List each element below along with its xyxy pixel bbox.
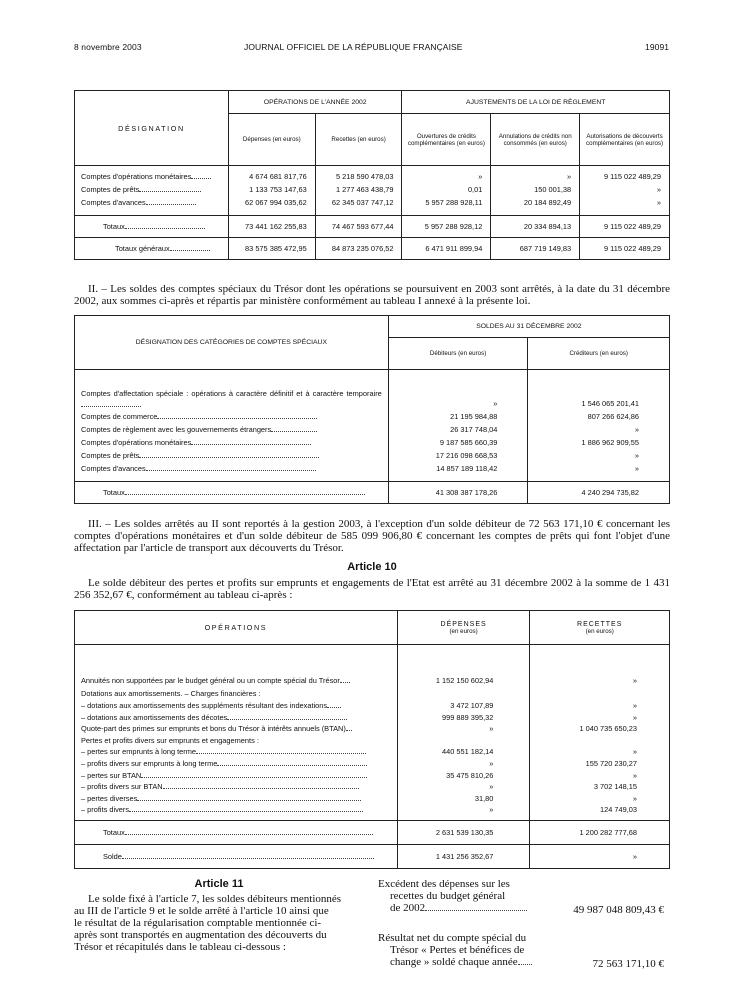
row-label: – profits divers sur emprunts à long terme	[81, 759, 218, 769]
row-label: Pertes et profits divers sur emprunts et engagements :	[81, 735, 259, 745]
table-row	[75, 370, 670, 482]
cell: 84 873 235 076,52	[315, 238, 402, 260]
cell: 1 546 065 201,41	[581, 399, 639, 408]
header-date: 8 novembre 2003	[74, 42, 142, 52]
cell: 0,01	[467, 185, 483, 194]
cell: 155 720 230,27	[585, 759, 637, 769]
col-annulations: Annulations de crédits non consommés (en euros)	[491, 114, 580, 166]
cell: »	[632, 793, 637, 803]
cell: 1 431 256 352,67	[397, 845, 530, 869]
group-operations-annee: OPÉRATIONS DE L'ANNÉE 2002	[228, 91, 402, 114]
cell: 1 152 150 602,94	[435, 675, 494, 685]
table-row-totaux	[75, 821, 670, 845]
cell: 5 957 288 928,11	[425, 198, 483, 207]
cell: 1 040 735 650,23	[579, 724, 637, 734]
row-label: – pertes sur BTAN	[81, 770, 142, 780]
cell: 3 702 148,15	[593, 782, 637, 792]
cell: 1 886 962 909,55	[581, 438, 639, 447]
cell: 807 266 624,86	[587, 412, 639, 421]
table-row-solde	[75, 845, 670, 869]
group-ajustements: AJUSTEMENTS DE LA LOI DE RÈGLEMENT	[402, 91, 670, 114]
cell: 31,80	[474, 793, 494, 803]
cell: 20 184 892,49	[523, 198, 572, 207]
cell: 687 719 149,83	[491, 238, 580, 260]
recap-list	[378, 878, 670, 972]
cell: »	[634, 464, 639, 473]
cell: 3 472 107,89	[450, 701, 494, 711]
table-row-totaux	[75, 216, 670, 238]
table-row-totaux-generaux	[75, 238, 670, 260]
row-label: – profits divers	[81, 805, 130, 815]
cell	[398, 688, 494, 700]
row-label: Totaux	[103, 222, 125, 231]
article-11-title: Article 11	[194, 878, 244, 890]
cell: 124 749,03	[600, 805, 637, 815]
group-soldes: SOLDES AU 31 DÉCEMBRE 2002	[388, 316, 669, 338]
cell: »	[632, 701, 637, 711]
cell: »	[634, 451, 639, 460]
cell: 6 471 911 899,94	[402, 238, 491, 260]
row-label: – dotations aux amortissements des décotes	[81, 712, 228, 722]
cell: 9 115 022 489,29	[604, 172, 661, 181]
cell: »	[656, 198, 661, 207]
row-label: Totaux	[103, 488, 125, 497]
row-label: Totaux généraux	[115, 244, 170, 253]
row-label: Comptes de prêts	[81, 451, 140, 460]
paragraph-iii: III. – Les soldes arrêtés au II sont reportés à la gestion 2003, à l'exception d'un solde débiteur de 72 563 171,10 € concernant les comptes d'opérations monétaires et d'un solde débiteur de 585 099 906,80 € concernant les comptes de prêts qui font l'objet d'une affectation par l'article de transport aux découverts du Trésor.	[74, 518, 670, 554]
col-recettes: Recettes (en euros)	[315, 114, 402, 166]
article-11-text: Le solde fixé à l'article 7, les soldes débiteurs mentionnés au III de l'article 9 et le solde arrêté à l'article 10 ainsi que le résultat de la régularisation comptable mentionnée ci- après sont transportés en augmentation des découverts du Trésor et récapitulés dans le tableau ci-dessous :	[74, 893, 342, 953]
cell: 21 195 984,88	[450, 412, 498, 421]
cell: »	[489, 724, 494, 734]
cell: »	[632, 747, 637, 757]
col-operations: OPÉRATIONS	[75, 611, 398, 645]
cell: 1 133 753 147,63	[249, 185, 307, 194]
cell: »	[489, 805, 494, 815]
table-soldes	[74, 315, 670, 504]
cell: »	[566, 172, 572, 181]
col-depenses: DÉPENSES (en euros)	[397, 611, 530, 645]
header-page-number: 19091	[645, 42, 670, 52]
col-ouvertures: Ouvertures de crédits complémentaires (en euros)	[402, 114, 491, 166]
cell: 62 067 994 035,62	[245, 198, 307, 207]
recap-item: Résultat net du compte spécial du Trésor « Pertes et bénéfices de change » soldé chaque année 72 563 171,10 €	[378, 932, 664, 970]
row-label: Annuités non supportées par le budget général ou un compte spécial du Trésor	[81, 675, 340, 685]
row-label: Totaux	[103, 828, 125, 837]
cell: 1 200 282 777,68	[530, 821, 670, 845]
row-label: Solde	[103, 852, 122, 861]
cell: 2 631 539 130,35	[397, 821, 530, 845]
col-depenses: Dépenses (en euros)	[228, 114, 315, 166]
col-autorisations: Autorisations de découverts complémentaires (en euros)	[580, 114, 670, 166]
cell: 14 857 189 118,42	[436, 464, 498, 473]
cell: 1 277 463 438,79	[335, 185, 394, 194]
cell: 999 889 395,32	[442, 712, 494, 722]
row-label: Comptes d'opérations monétaires	[81, 438, 192, 447]
recap-value: 49 987 048 809,43 €	[573, 904, 664, 916]
cell: »	[632, 712, 637, 722]
cell: »	[493, 399, 498, 408]
table-ajustements	[74, 90, 670, 260]
cell: 4 674 681 817,76	[249, 172, 307, 181]
cell	[530, 688, 637, 700]
cell: 9 115 022 489,29	[580, 238, 670, 260]
row-label: – profits divers sur BTAN	[81, 782, 163, 792]
cell: 83 575 385 472,95	[228, 238, 315, 260]
cell: 74 467 593 677,44	[315, 216, 402, 238]
cell: »	[656, 185, 661, 194]
cell	[398, 735, 494, 747]
cell: 73 441 162 255,83	[228, 216, 315, 238]
col-recettes: RECETTES (en euros)	[530, 611, 670, 645]
recap-item: Excédent des dépenses sur les recettes du budget général de 2002 49 987 048 809,43 €	[378, 878, 664, 916]
cell: »	[478, 172, 483, 181]
cell: 26 317 748,04	[450, 425, 498, 434]
cell: 440 551 182,14	[442, 747, 494, 757]
cell: 5 957 288 928,12	[402, 216, 491, 238]
row-label: Comptes d'avances	[81, 198, 146, 207]
table-pertes-profits	[74, 610, 670, 869]
row-label: Dotations aux amortissements. – Charges financières :	[81, 689, 261, 699]
cell: 4 240 294 735,82	[528, 482, 670, 504]
table-row-totaux	[75, 482, 670, 504]
cell: 41 308 387 178,26	[388, 482, 528, 504]
cell: 9 187 585 660,39	[439, 438, 498, 447]
recap-value: 72 563 171,10 €	[592, 958, 664, 970]
cell: 9 115 022 489,29	[580, 216, 670, 238]
row-label: Comptes de règlement avec les gouvernements étrangers	[81, 425, 272, 434]
article-10-title: Article 10	[347, 561, 397, 573]
col-designation-categories: DÉSIGNATION DES CATÉGORIES DE COMPTES SPÉCIAUX	[75, 316, 389, 370]
cell: 17 216 098 668,53	[435, 451, 498, 460]
cell: »	[632, 770, 637, 780]
col-debiteurs: Débiteurs (en euros)	[388, 338, 528, 370]
article-10-text: Le solde débiteur des pertes et profits sur emprunts et engagements de l'Etat est arrêté au 31 décembre 2002 à la somme de 1 431 256 352,67 €, conformément au tableau ci-après :	[74, 577, 670, 601]
cell: 5 218 590 478,03	[335, 172, 394, 181]
row-label: Comptes d'avances	[81, 464, 146, 473]
cell: »	[530, 845, 670, 869]
cell: 35 475 810,26	[446, 770, 494, 780]
table-row	[75, 166, 670, 216]
paragraph-ii: II. – Les soldes des comptes spéciaux du Trésor dont les opérations se poursuivent en 2003 sont arrêtés, à la date du 31 décembre 2002, aux sommes ci-après et répartis par ministère conformément au tableau I annexé à la présente loi.	[74, 283, 670, 307]
row-label: Comptes d'opérations monétaires	[81, 172, 192, 181]
cell: »	[634, 425, 639, 434]
row-label: – dotations aux amortissements des suppléments résultant des indexations	[81, 701, 328, 711]
table-row	[75, 645, 670, 821]
row-label: Quote-part des primes sur emprunts et bons du Trésor à intérêts annuels (BTAN)	[81, 724, 346, 734]
row-label: Comptes de commerce	[81, 412, 158, 421]
cell	[530, 735, 637, 747]
cell: 20 334 894,13	[491, 216, 580, 238]
row-label: – pertes sur emprunts à long terme	[81, 747, 197, 757]
cell: »	[489, 759, 494, 769]
col-designation: DÉSIGNATION	[75, 91, 229, 166]
row-label: Comptes de prêts	[81, 185, 140, 194]
row-label: – pertes diverses	[81, 793, 138, 803]
header-journal: JOURNAL OFFICIEL DE LA RÉPUBLIQUE FRANÇAISE	[244, 42, 463, 52]
cell: 62 345 037 747,12	[331, 198, 394, 207]
col-crediteurs: Créditeurs (en euros)	[528, 338, 670, 370]
cell: »	[632, 675, 637, 685]
cell: 150 001,38	[534, 185, 572, 194]
cell: »	[489, 782, 494, 792]
row-label: Comptes d'affectation spéciale : opérations à caractère définitif et à caractère temporaire	[81, 389, 382, 398]
